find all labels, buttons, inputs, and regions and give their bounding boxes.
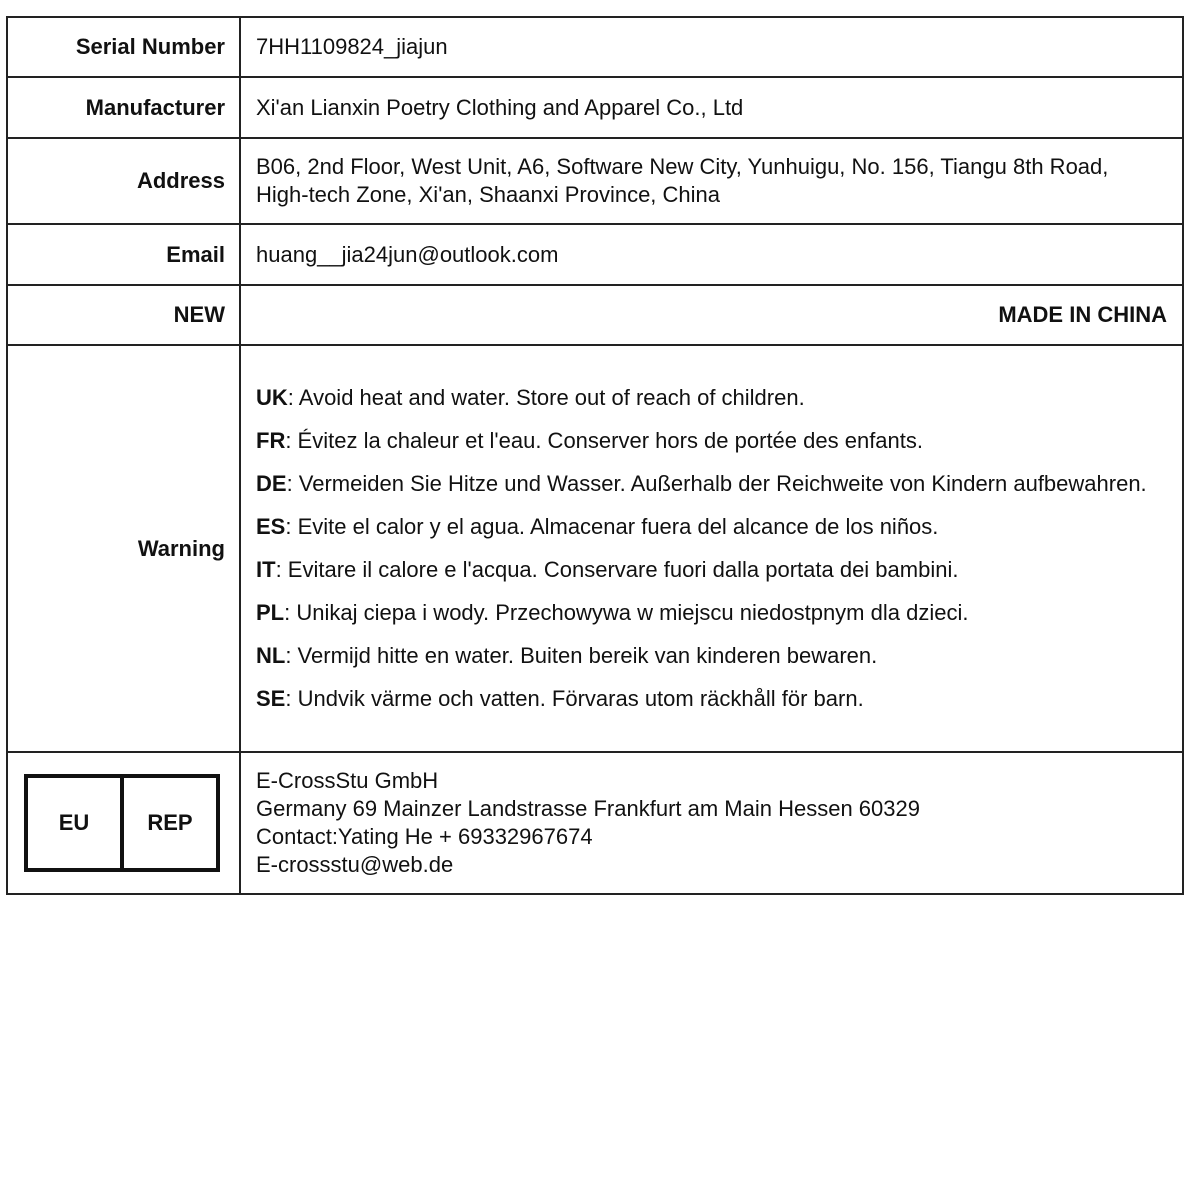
new-label: NEW [7,285,240,345]
rep-badge-text: REP [147,810,193,835]
warning-text: : Vermijd hitte en water. Buiten bereik van kinderen bewaren. [285,643,878,668]
language-code: PL [256,600,285,625]
warning-text: : Evite el calor y el agua. Almacenar fuera del alcance de los niños. [285,514,939,539]
warning-text: : Unikaj ciepa i wody. Przechowywa w miejscu niedostpnym dla dzieci. [284,600,969,625]
eu-rep-row [7,752,1183,894]
warning-item [256,556,1167,584]
address-value: B06, 2nd Floor, West Unit, A6, Software New City, Yunhuigu, No. 156, Tiangu 8th Road, High-tech Zone, Xi'an, Shaanxi Province, China [240,138,1183,224]
warning-text: : Undvik värme och vatten. Förvaras utom räckhåll för barn. [285,686,864,711]
serial-row [7,17,1183,77]
rep-company: E-CrossStu GmbH [256,768,439,793]
language-code: NL [256,643,286,668]
warning-row [7,345,1183,752]
eu-rep-details [240,752,1183,894]
warning-text: : Avoid heat and water. Store out of reach of children. [287,385,805,410]
email-value: huang__jia24jun@outlook.com [240,224,1183,285]
warning-label: Warning [7,345,240,752]
eu-badge-text: EU [28,778,124,868]
manufacturer-value: Xi'an Lianxin Poetry Clothing and Apparel Co., Ltd [240,77,1183,138]
manufacturer-label: Manufacturer [7,77,240,138]
manufacturer-row [7,77,1183,138]
warning-item [256,642,1167,670]
language-code: IT [256,557,276,582]
serial-value: 7HH1109824_jiajun [240,17,1183,77]
address-label: Address [7,138,240,224]
warning-item [256,470,1167,498]
language-code: UK [256,385,288,410]
warning-item [256,384,1167,412]
origin-row [7,285,1183,345]
product-info-table [6,16,1184,895]
address-row [7,138,1183,224]
eu-rep-badge-cell [7,752,240,894]
warning-text: : Évitez la chaleur et l'eau. Conserver hors de portée des enfants. [285,428,923,453]
language-code: ES [256,514,286,539]
rep-address: Germany 69 Mainzer Landstrasse Frankfurt am Main Hessen 60329 [256,796,920,821]
language-code: FR [256,428,286,453]
warning-item [256,685,1167,713]
warning-list [240,345,1183,752]
warning-item [256,427,1167,455]
warning-text: : Evitare il calore e l'acqua. Conservare fuori dalla portata dei bambini. [275,557,959,582]
email-row [7,224,1183,285]
serial-label: Serial Number [7,17,240,77]
email-label: Email [7,224,240,285]
language-code: DE [256,471,287,496]
language-code: SE [256,686,286,711]
warning-item [256,513,1167,541]
rep-email: E-crossstu@web.de [256,852,454,877]
made-in-label: MADE IN CHINA [240,285,1183,345]
rep-contact: Contact:Yating He + 69332967674 [256,824,593,849]
eu-rep-badge [24,774,220,872]
warning-item [256,599,1167,627]
warning-text: : Vermeiden Sie Hitze und Wasser. Außerhalb der Reichweite von Kindern aufbewahren. [286,471,1147,496]
